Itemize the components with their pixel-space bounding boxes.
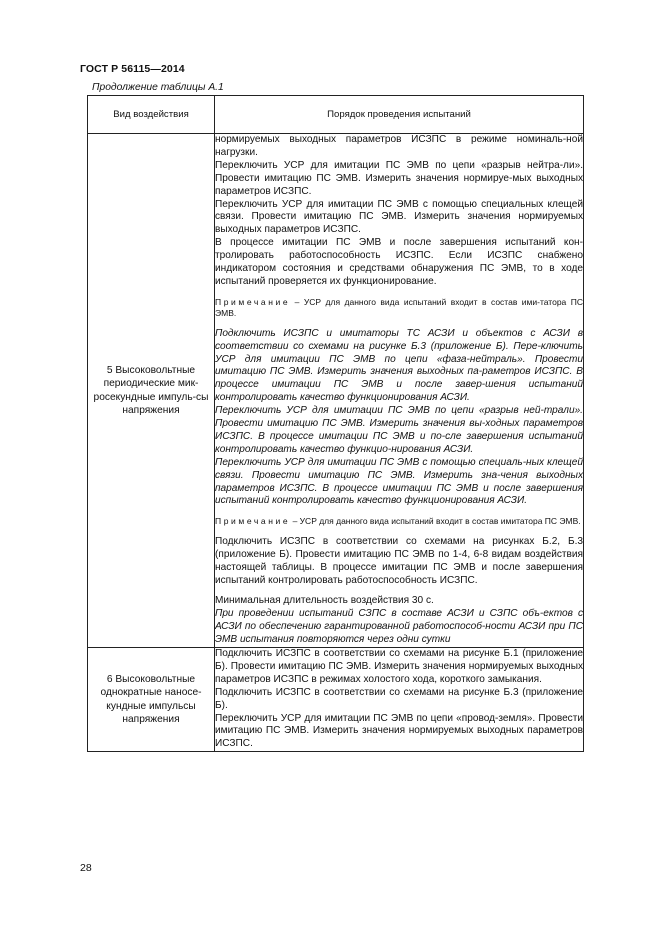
note-text: – УСР для данного вида испытаний входит в состав ими-татора ПС ЭМВ. xyxy=(215,296,583,319)
column-header-impact-type: Вид воздействия xyxy=(88,96,215,134)
procedure-paragraph: Подключить ИСЗПС в соответствии со схемами на рисунке Б.1 (приложение Б). Провести имитацию ПС ЭМВ. Измерить значения нормируемых выходных параметров ИСЗПС в режимах холостого хода, короткого замыкания. xyxy=(215,648,583,685)
procedure-paragraph: Минимальная длительность воздействия 30 с. xyxy=(215,595,434,607)
table-continuation-caption: Продолжение таблицы А.1 xyxy=(92,82,224,93)
impact-type-cell: 6 Высоковольтные однократные наносе-кундные импульсы напряжения xyxy=(88,648,215,752)
procedure-paragraph: При проведении испытаний СЗПС в составе АСЗИ и СЗПС объ-ектов с АСЗИ по обеспечению гарантированной работоспособ-ности АСЗИ при ПС ЭМВ испытания повторяются через одни сутки xyxy=(215,608,583,646)
procedure-paragraph: В процессе имитации ПС ЭМВ и после завершения испытаний кон-тролировать работоспособность ИСЗПС. Если ИСЗПС снабжено индикатором состояния и средствами обнаружения ПС ЭМВ, то в ходе испытаний проверяется их функционирование. xyxy=(215,237,583,287)
note xyxy=(215,516,583,527)
procedure-paragraph: Подключить ИСЗПС в соответствии со схемами на рисунках Б.2, Б.3 (приложение Б). Провести имитацию ПС ЭМВ по 1-4, 6-8 видам воздействия настоящей таблицы. В процессе имитации ПС ЭМВ и после завершения испытаний контролировать работоспособность ИСЗПС. xyxy=(215,535,583,586)
procedure-paragraph: Переключить УСР для имитации ПС ЭМВ по цепи «разрыв ней-трали». Провести имитацию ПС ЭМВ. Измерить значения вы-ходных параметров ИСЗПС. В процессе имитации ПС ЭМВ и по-сле завершения испытаний контролировать качество функцио-нирования АСЗИ. xyxy=(215,405,583,455)
note-label: Примечание xyxy=(215,516,291,527)
procedure-paragraph: Переключить УСР для имитации ПС ЭМВ по цепи «разрыв нейтра-ли». Провести имитацию ПС ЭМВ. Измерить значения нормируе-мых выходных параметров ИСЗПС. xyxy=(215,159,583,197)
note xyxy=(215,297,583,320)
procedure-paragraph: Переключить УСР для имитации ПС ЭМВ по цепи «провод-земля». Провести имитацию ПС ЭМВ. Измерить значения нормируемых выходных параметров ИСЗПС. xyxy=(215,712,583,750)
procedure-paragraph: Подключить ИСЗПС и имитаторы ТС АСЗИ и объектов с АСЗИ в соответствии со схемами на рисунке Б.3 (приложение Б). Пере-ключить УСР для имитации ПС ЭМВ по цепи «фаза-нейтраль». Провести имитацию ПС ЭМВ. Измерить значения выходных па-раметров ИСЗПС. В процессе имитации ПС ЭМВ и после завер-шения испытаний контролировать качество функционирования АСЗИ. xyxy=(215,327,583,404)
procedure-paragraph: Подключить ИСЗПС в соответствии со схемами на рисунке Б.3 (приложение Б). xyxy=(215,686,583,711)
table-row xyxy=(88,134,584,648)
table-row xyxy=(88,648,584,752)
procedure-cell xyxy=(215,134,584,648)
impact-type-cell: 5 Высоковольтные периодические мик-росекундные импуль-сы напряжения xyxy=(88,134,215,648)
test-procedure-table xyxy=(87,95,584,752)
table-header-row xyxy=(88,96,584,134)
procedure-paragraph: Переключить УСР для имитации ПС ЭМВ с помощью специаль-ных клещей связи. Провести имитацию ПС ЭМВ. Измерить зна-чения выходных параметров ИСЗПС. В процессе имитации ПС ЭМВ и после завершения испытаний контролировать качество функционирования АСЗИ. xyxy=(215,456,583,507)
note-label: Примечание xyxy=(215,296,291,307)
procedure-cell xyxy=(215,648,584,752)
procedure-paragraph: Переключить УСР для имитации ПС ЭМВ с помощью специальных клещей связи. Провести имитацию ПС ЭМВ. Измерить значения нормируемых выходных параметров ИСЗПС. xyxy=(215,198,583,236)
procedure-paragraph: нормируемых выходных параметров ИСЗПС в режиме номиналь-ной нагрузки. xyxy=(215,134,583,158)
page-number: 28 xyxy=(80,862,92,874)
column-header-test-procedure: Порядок проведения испытаний xyxy=(215,96,584,134)
standard-designation: ГОСТ Р 56115—2014 xyxy=(80,63,185,75)
note-text: – УСР для данного вида испытаний входит в состав имитатора ПС ЭМВ. xyxy=(290,516,581,527)
